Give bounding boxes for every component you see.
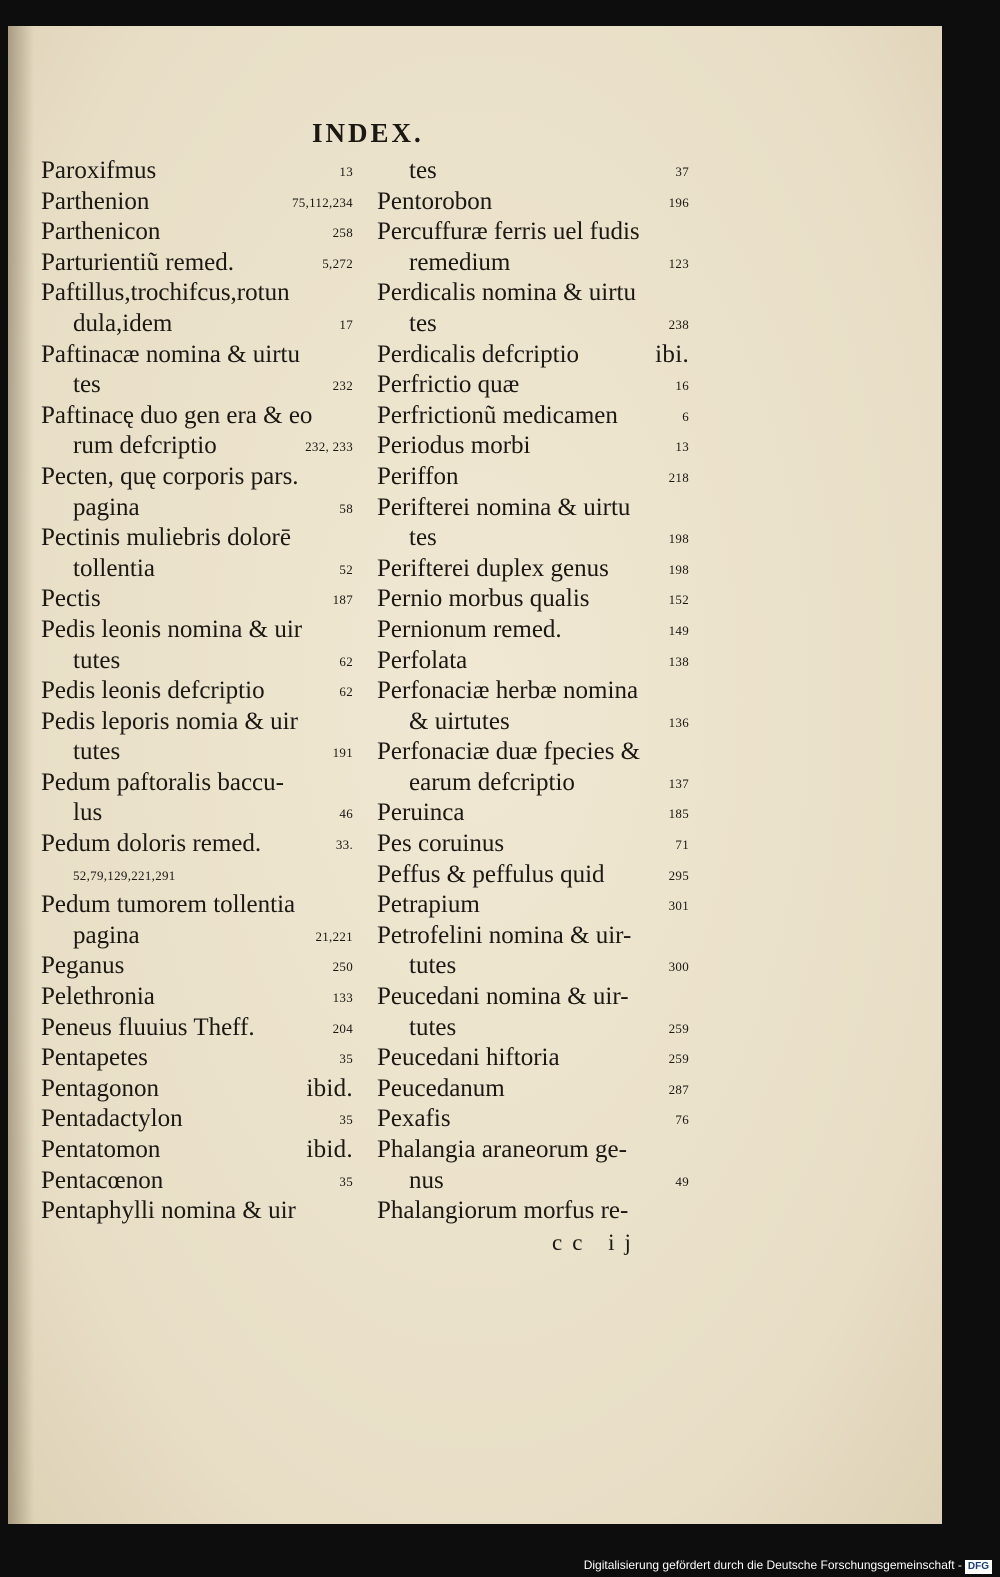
index-entry: [41, 278, 353, 309]
index-term: Peucedanum: [377, 1074, 505, 1102]
index-entry: [41, 768, 353, 799]
index-term: tes: [73, 371, 101, 399]
page-reference: 52: [339, 561, 353, 577]
index-term: Paftinacę duo gen era & eo: [41, 401, 313, 429]
index-entry: [41, 1196, 353, 1227]
index-entry: [41, 829, 353, 860]
page-reference: 218: [668, 469, 689, 485]
index-term: [41, 861, 73, 888]
index-entry: [41, 217, 353, 248]
index-term: Pecten, quę corporis pars.: [41, 462, 299, 490]
index-entry: [377, 1074, 689, 1105]
page-reference: 295: [668, 867, 689, 883]
page-reference: 75,112,234: [291, 194, 353, 210]
index-term: Pentatomon: [41, 1136, 161, 1163]
index-entry: [377, 1196, 689, 1227]
index-term: Pedum tumorem tollentia: [41, 891, 296, 919]
index-term: Paftillus,trochifcus,rotun: [41, 279, 290, 307]
index-term: tutes: [409, 1013, 457, 1041]
index-term: tutes: [73, 646, 121, 674]
index-entry: [377, 554, 689, 585]
index-entry: [377, 523, 689, 554]
signature-mark: cc ij: [552, 1230, 641, 1255]
index-entry: [377, 1043, 689, 1074]
index-entry: [377, 370, 689, 401]
page-reference: 123: [668, 255, 689, 271]
index-entry: [377, 1013, 689, 1044]
page-reference: 187: [332, 592, 353, 608]
index-term: Phalangiorum morfus re-: [377, 1197, 629, 1225]
index-term: Peruinca: [377, 799, 465, 827]
index-entry: [41, 1135, 353, 1166]
index-term: dula,idem: [73, 309, 173, 337]
index-entry: [41, 676, 353, 707]
index-term: Pernionum remed.: [377, 615, 562, 643]
index-entry: [377, 156, 689, 187]
index-term: rum defcriptio: [73, 432, 217, 460]
index-term: Perfrictio quæ: [377, 371, 520, 399]
dfg-logo: DFG: [965, 1560, 992, 1574]
index-term: lus: [73, 799, 103, 827]
page-reference: 191: [332, 745, 353, 761]
index-entry: [377, 798, 689, 829]
index-entry: [377, 1104, 689, 1135]
page-reference: 58: [339, 500, 353, 516]
index-entry: [41, 798, 353, 829]
index-entry: [377, 309, 689, 340]
index-term: pagina: [73, 493, 140, 521]
index-entry: [377, 890, 689, 921]
page-reference: 258: [332, 225, 353, 241]
page-reference: 259: [668, 1051, 689, 1067]
index-term: Pentorobon: [377, 187, 493, 215]
index-entry: [41, 1166, 353, 1197]
page-reference: 49: [675, 1173, 689, 1189]
index-term: Perifterei duplex genus: [377, 554, 609, 582]
index-term: Pectinis muliebris dolorē: [41, 524, 291, 552]
page-reference: 5,272: [322, 255, 353, 271]
index-term: Perfonaciæ herbæ nomina: [377, 677, 639, 705]
index-term: Pentadactylon: [41, 1105, 183, 1133]
index-entry: [41, 370, 353, 401]
index-term: Pedis leonis defcriptio: [41, 677, 265, 705]
page-reference: 301: [668, 898, 689, 914]
index-entry: [41, 921, 353, 952]
page-reference: 287: [668, 1081, 689, 1097]
index-entry: [41, 156, 353, 187]
footer-text: Digitalisierung gefördert durch die Deutsche Forschungsgemeinschaft -: [583, 1558, 962, 1572]
page-reference: 13: [339, 164, 353, 179]
page-reference: 198: [668, 531, 689, 547]
index-term: Pentapetes: [41, 1044, 148, 1072]
index-entry: [41, 431, 353, 462]
index-term: Peucedani nomina & uir-: [377, 983, 629, 1011]
index-entry: [41, 1104, 353, 1135]
index-term: Perdicalis defcriptio: [377, 340, 580, 368]
index-term: Perfonaciæ duæ fpecies &: [377, 738, 641, 766]
index-term: Pectis: [41, 585, 101, 613]
index-entry: [41, 187, 353, 218]
index-entry: [377, 768, 689, 799]
index-entry: [41, 523, 353, 554]
page-reference: 13: [675, 439, 689, 455]
index-entry: [377, 1166, 689, 1197]
index-term: Pedis leporis nomia & uir: [41, 707, 298, 735]
index-entry: [377, 401, 689, 432]
index-entry: [41, 737, 353, 768]
index-entry: [377, 860, 689, 891]
page-reference: 35: [339, 1112, 353, 1128]
index-entry: [41, 340, 353, 371]
index-term: Peucedani hiftoria: [377, 1044, 560, 1072]
index-entry: [377, 493, 689, 524]
index-entry: [377, 462, 689, 493]
index-entry: [41, 493, 353, 524]
page-reference: 21,221: [315, 928, 353, 944]
page-reference: 152: [668, 592, 689, 608]
index-entry: [377, 217, 689, 248]
index-entry: [41, 554, 353, 585]
page-reference: ibid.: [306, 1136, 353, 1163]
page-reference: 62: [339, 653, 353, 669]
index-entry: [377, 584, 689, 615]
page-reference: 196: [668, 194, 689, 210]
page-reference: 52,79,129,221,291: [73, 867, 176, 883]
page-reference: 17: [339, 316, 353, 332]
page-reference: 37: [675, 164, 689, 179]
index-column-right: [377, 156, 689, 1227]
index-term: Pedis leonis nomina & uir: [41, 615, 303, 643]
index-term: Perfrictionũ medicamen: [377, 401, 618, 429]
index-term: Peneus fluuius Theff.: [41, 1013, 255, 1041]
index-entry: [377, 737, 689, 768]
index-entry: [377, 187, 689, 218]
index-entry: [377, 615, 689, 646]
page-reference: 185: [668, 806, 689, 822]
index-term: nus: [409, 1166, 444, 1194]
index-entry: [377, 1135, 689, 1166]
index-term: tes: [409, 524, 437, 552]
index-entry: [41, 890, 353, 921]
page-reference: 46: [339, 806, 353, 822]
index-term: Petrapium: [377, 891, 480, 919]
index-term: Peffus & peffulus quid: [377, 860, 605, 888]
page-reference: 232: [332, 378, 353, 394]
page-reference: 62: [339, 684, 353, 700]
index-entry: [377, 278, 689, 309]
page-reference: 238: [668, 316, 689, 332]
index-term: Pes coruinus: [377, 830, 505, 858]
index-term: Pernio morbus qualis: [377, 585, 590, 613]
index-term: Percuffuræ ferris uel fudis: [377, 218, 640, 246]
page-reference: 259: [668, 1020, 689, 1036]
index-entry: [41, 615, 353, 646]
index-entry: [41, 707, 353, 738]
index-column-left: [41, 156, 353, 1227]
page-reference: 16: [675, 378, 689, 394]
page-reference: 33.: [335, 837, 353, 853]
index-term: Paftinacæ nomina & uirtu: [41, 340, 300, 368]
page-reference: 149: [668, 622, 689, 638]
index-entry: [41, 1043, 353, 1074]
index-entry: [41, 1074, 353, 1105]
page-reference: 250: [332, 959, 353, 975]
page-reference: 137: [668, 775, 689, 791]
index-entry: [41, 309, 353, 340]
page-reference: 198: [668, 561, 689, 577]
page-header: INDEX.: [312, 118, 424, 148]
index-term: Pentacœnon: [41, 1166, 164, 1194]
index-term: Perifterei nomina & uirtu: [377, 493, 631, 521]
index-term: Paroxifmus: [41, 157, 157, 184]
index-term: Pentaphylli nomina & uir: [41, 1197, 296, 1225]
page-reference: 35: [339, 1173, 353, 1189]
index-entry: [377, 248, 689, 279]
index-entry: [41, 860, 353, 891]
index-term: Pentagonon: [41, 1074, 160, 1102]
index-entry: [377, 431, 689, 462]
index-term: tutes: [409, 952, 457, 980]
index-term: Peganus: [41, 952, 125, 980]
index-term: tutes: [73, 738, 121, 766]
index-entry: [377, 676, 689, 707]
index-term: Petrofelini nomina & uir-: [377, 921, 632, 949]
index-term: Parturientiũ remed.: [41, 248, 234, 276]
index-term: Periffon: [377, 462, 459, 490]
index-term: & uirtutes: [409, 707, 510, 735]
page-reference: ibi.: [655, 340, 689, 368]
index-entry: [41, 462, 353, 493]
index-term: tes: [409, 157, 437, 184]
page-reference: 71: [675, 837, 689, 853]
index-term: Pelethronia: [41, 983, 155, 1011]
digitization-footer: [584, 1556, 992, 1575]
page-gutter-shadow: [8, 26, 34, 1524]
index-term: earum defcriptio: [409, 768, 575, 796]
index-entry: [41, 982, 353, 1013]
page-reference: 6: [682, 408, 689, 424]
index-entry: [377, 340, 689, 371]
index-entry: [41, 248, 353, 279]
index-entry: [41, 584, 353, 615]
index-entry: [377, 951, 689, 982]
index-term: Periodus morbi: [377, 432, 531, 460]
page-reference: 232, 233: [305, 439, 353, 455]
index-term: Parthenicon: [41, 218, 161, 246]
page-reference: 76: [675, 1112, 689, 1128]
index-entry: [41, 951, 353, 982]
index-term: Pedum doloris remed.: [41, 830, 262, 858]
index-term: Pedum paftoralis baccu-: [41, 768, 284, 796]
index-term: remedium: [409, 248, 511, 276]
index-entry: [41, 646, 353, 677]
page-reference: 136: [668, 714, 689, 730]
index-term: Parthenion: [41, 187, 150, 215]
page-reference: 300: [668, 959, 689, 975]
index-term: Pexafis: [377, 1105, 451, 1133]
page-reference: ibid.: [306, 1074, 353, 1102]
index-term: tollentia: [73, 554, 155, 582]
index-entry: [377, 982, 689, 1013]
index-term: pagina: [73, 921, 140, 949]
page-reference: 35: [339, 1051, 353, 1067]
index-term: Perfolata: [377, 646, 468, 674]
index-entry: [377, 829, 689, 860]
index-term: tes: [409, 309, 437, 337]
page-reference: 138: [668, 653, 689, 669]
index-term: Phalangia araneorum ge-: [377, 1136, 627, 1163]
index-term: Perdicalis nomina & uirtu: [377, 279, 636, 307]
index-entry: [377, 921, 689, 952]
index-entry: [377, 646, 689, 677]
index-entry: [41, 401, 353, 432]
index-entry: [41, 1013, 353, 1044]
index-entry: [377, 707, 689, 738]
page-reference: 204: [332, 1020, 353, 1036]
page-reference: 133: [332, 990, 353, 1006]
